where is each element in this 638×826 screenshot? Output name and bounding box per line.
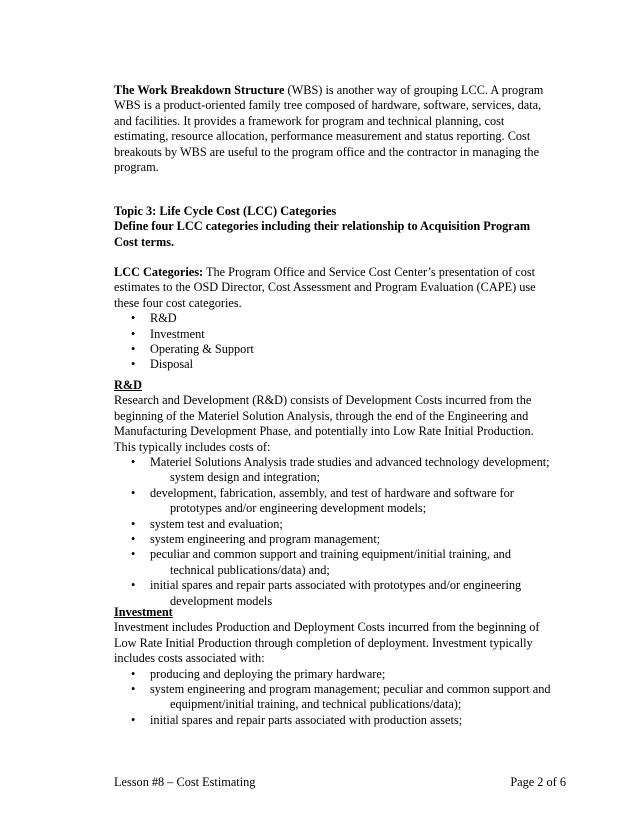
investment-line-1: Investment includes Production and Deployment Costs incurred from the beginning of xyxy=(114,620,540,635)
lcc-line-2: estimates to the OSD Director, Cost Assessment and Program Evaluation (CAPE) use xyxy=(114,280,536,295)
list-item-text: Materiel Solutions Analysis trade studies and advanced technology development; xyxy=(150,455,550,470)
lcc-line-3: these four cost categories. xyxy=(114,295,242,310)
list-item xyxy=(114,682,552,713)
list-item xyxy=(114,455,552,486)
list-item-continuation: development models xyxy=(170,593,273,608)
topic-line-2: Define four LCC categories including their relationship to Acquisition Program xyxy=(114,219,531,234)
investment-section xyxy=(114,605,552,728)
list-item-text: producing and deploying the primary hardware; xyxy=(150,666,386,681)
rd-line-1: Research and Development (R&D) consists of Development Costs incurred from the xyxy=(114,393,532,408)
list-item-text: Investment xyxy=(150,326,205,341)
footer-lesson-title: Lesson #8 – Cost Estimating xyxy=(114,775,256,789)
wbs-line-1 xyxy=(114,83,552,98)
list-item xyxy=(114,486,552,517)
rd-section xyxy=(114,378,552,609)
investment-line-2: Low Rate Initial Production through completion of deployment. Investment typically xyxy=(114,635,533,650)
wbs-lead: The Work Breakdown Structure xyxy=(114,83,285,97)
rd-heading: R&D xyxy=(114,378,143,392)
lcc-line-1 xyxy=(114,265,552,280)
investment-heading: Investment xyxy=(114,605,173,619)
list-item-text: initial spares and repair parts associated with production assets; xyxy=(150,712,463,727)
list-item-text: R&D xyxy=(150,311,177,326)
list-item xyxy=(114,667,552,682)
bullet-icon: • xyxy=(131,357,136,372)
list-item xyxy=(114,713,552,728)
page-footer xyxy=(114,775,566,790)
lcc-lead: LCC Categories: xyxy=(114,265,204,279)
investment-line-3: includes costs associated with: xyxy=(114,651,265,666)
wbs-line-2: WBS is a product-oriented family tree composed of hardware, software, services, data, xyxy=(114,98,542,113)
rd-cost-list xyxy=(114,455,552,609)
topic-line-3: Cost terms. xyxy=(114,234,175,249)
investment-cost-list xyxy=(114,667,552,729)
list-item-text: Operating & Support xyxy=(150,342,254,357)
list-item xyxy=(114,311,552,326)
wbs-line-5: breakouts by WBS are useful to the program office and the contractor in managing the xyxy=(114,144,540,159)
wbs-line-4: estimating, resource allocation, performance measurement and status reporting. Cost xyxy=(114,129,531,144)
bullet-icon: • xyxy=(131,342,136,357)
rd-line-3: Manufacturing Development Phase, and potentially into Low Rate Initial Production. xyxy=(114,424,534,439)
list-item xyxy=(114,532,552,547)
list-item-continuation: technical publications/data) and; xyxy=(170,562,330,577)
list-item-text: system engineering and program management; peculiar and common support and xyxy=(150,682,551,697)
bullet-icon: • xyxy=(131,455,136,470)
list-item-continuation: equipment/initial training, and technical publications/data); xyxy=(170,697,462,712)
rd-line-4: This typically includes costs of: xyxy=(114,439,271,454)
bullet-icon: • xyxy=(131,666,136,681)
footer-page-number: Page 2 of 6 xyxy=(510,775,566,789)
rd-line-2: beginning of the Materiel Solution Analysis, through the end of the Engineering and xyxy=(114,408,529,423)
bullet-icon: • xyxy=(131,682,136,697)
wbs-line-6: program. xyxy=(114,160,159,175)
bullet-icon: • xyxy=(131,326,136,341)
bullet-icon: • xyxy=(131,532,136,547)
list-item xyxy=(114,342,552,357)
bullet-icon: • xyxy=(131,547,136,562)
list-item-text: system test and evaluation; xyxy=(150,516,283,531)
list-item-text: peculiar and common support and training equipment/initial training, and xyxy=(150,547,511,562)
list-item-continuation: system design and integration; xyxy=(170,470,320,485)
list-item xyxy=(114,357,552,372)
wbs-line-3: and facilities. It provides a framework for program and technical planning, cost xyxy=(114,113,505,128)
list-item-text: Disposal xyxy=(150,357,194,372)
topic-heading xyxy=(114,204,552,250)
bullet-icon: • xyxy=(131,485,136,500)
list-item-text: development, fabrication, assembly, and test of hardware and software for xyxy=(150,485,514,500)
list-item xyxy=(114,327,552,342)
topic-title: Topic 3: Life Cycle Cost (LCC) Categories xyxy=(114,204,337,218)
bullet-icon: • xyxy=(131,712,136,727)
bullet-icon: • xyxy=(131,578,136,593)
list-item-text: system engineering and program management; xyxy=(150,532,381,547)
list-item xyxy=(114,517,552,532)
bullet-icon: • xyxy=(131,311,136,326)
lcc-category-list xyxy=(114,311,552,373)
list-item-continuation: prototypes and/or engineering development models; xyxy=(170,501,427,516)
wbs-text: (WBS) is another way of grouping LCC. A program xyxy=(284,83,544,97)
lcc-text: The Program Office and Service Cost Center’s presentation of cost xyxy=(203,265,536,279)
lcc-section xyxy=(114,265,552,373)
wbs-paragraph xyxy=(114,83,552,175)
list-item-text: initial spares and repair parts associated with prototypes and/or engineering xyxy=(150,578,522,593)
bullet-icon: • xyxy=(131,516,136,531)
list-item xyxy=(114,547,552,578)
